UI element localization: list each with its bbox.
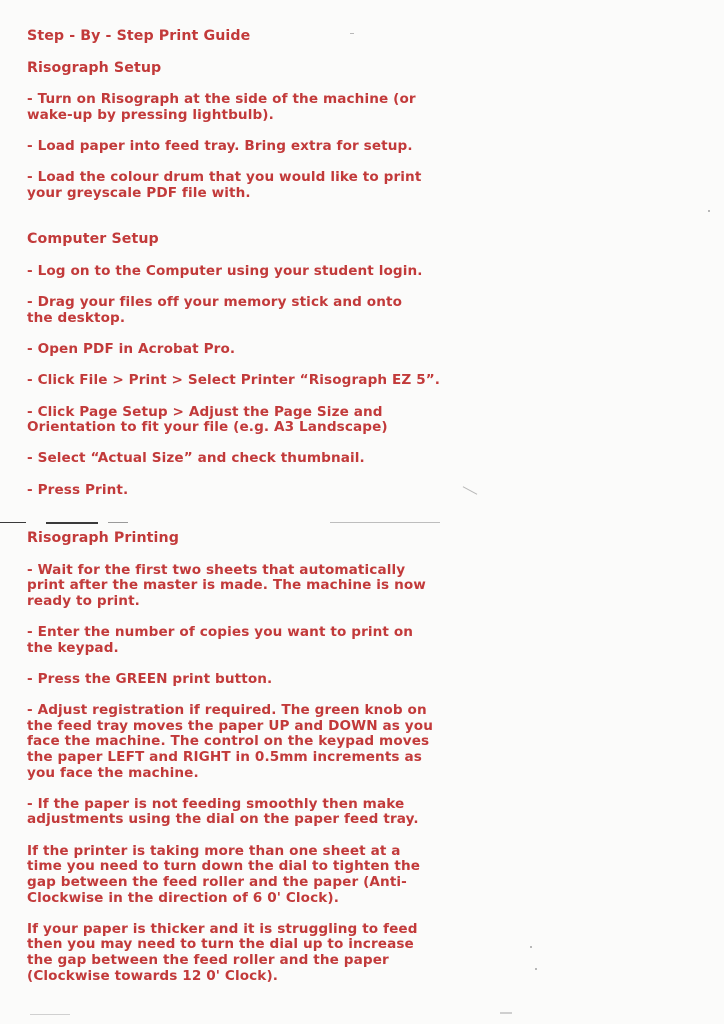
instruction-step: - Open PDF in Acrobat Pro.	[27, 340, 236, 357]
scan-speck	[30, 1014, 70, 1015]
instruction-step: - Click Page Setup > Adjust the Page Size and Orientation to fit your file (e.g. A3 Landscape)	[27, 403, 388, 436]
instruction-step: - Enter the number of copies you want to print on the keypad.	[27, 624, 414, 656]
section-risograph-setup	[27, 61, 457, 202]
instruction-step: - Press the GREEN print button.	[27, 670, 273, 687]
section-heading: Computer Setup	[27, 231, 159, 248]
instruction-step: - Drag your files off your memory stick and onto the desktop.	[27, 294, 403, 326]
instruction-step: - Load paper into feed tray. Bring extra for setup.	[27, 138, 413, 155]
instruction-step: - Click File > Print > Select Printer “Risograph EZ 5”.	[27, 372, 441, 389]
scan-speck	[463, 486, 478, 494]
instruction-step: - Turn on Risograph at the side of the machine (or wake-up by pressing lightbulb).	[27, 91, 416, 123]
scan-speck	[500, 1012, 512, 1014]
section-heading: Risograph Printing	[27, 529, 179, 546]
instruction-step: - Adjust registration if required. The green knob on the feed tray moves the paper UP and DOWN as you face the machine. The control on the keypad moves the paper LEFT and RIGHT in 0.5mm increments as you face the machine.	[27, 702, 433, 781]
scan-speck	[350, 33, 354, 34]
instruction-step: - Select “Actual Size” and check thumbnail.	[27, 450, 365, 467]
instruction-step: If your paper is thicker and it is struggling to feed then you may need to turn the dial up to increase the gap between the feed roller and the paper (Clockwise towards 12 0' Clock).	[27, 920, 418, 984]
scan-speck	[535, 968, 537, 970]
document-title: Step - By - Step Print Guide	[27, 28, 251, 44]
instruction-step: - Wait for the first two sheets that automatically print after the master is made. The machine is now ready to print.	[27, 561, 426, 609]
fold-line	[330, 522, 440, 523]
section-risograph-printing	[27, 531, 457, 984]
print-guide	[27, 29, 457, 1000]
section-heading: Risograph Setup	[27, 59, 162, 76]
scan-speck	[530, 946, 532, 948]
fold-line	[108, 522, 128, 523]
section-computer-setup	[27, 232, 457, 498]
fold-line	[46, 522, 98, 524]
fold-line	[0, 522, 26, 523]
scan-speck	[708, 210, 710, 212]
instruction-step: - Press Print.	[27, 481, 129, 498]
instruction-step: - Load the colour drum that you would like to print your greyscale PDF file with.	[27, 169, 422, 201]
instruction-step: - If the paper is not feeding smoothly then make adjustments using the dial on the paper feed tray.	[27, 795, 419, 828]
instruction-step: - Log on to the Computer using your student login.	[27, 262, 423, 279]
instruction-step: If the printer is taking more than one sheet at a time you need to turn down the dial to tighten the gap between the feed roller and the paper (Anti- Clockwise in the direction of 6 0' Clock).	[27, 842, 421, 906]
